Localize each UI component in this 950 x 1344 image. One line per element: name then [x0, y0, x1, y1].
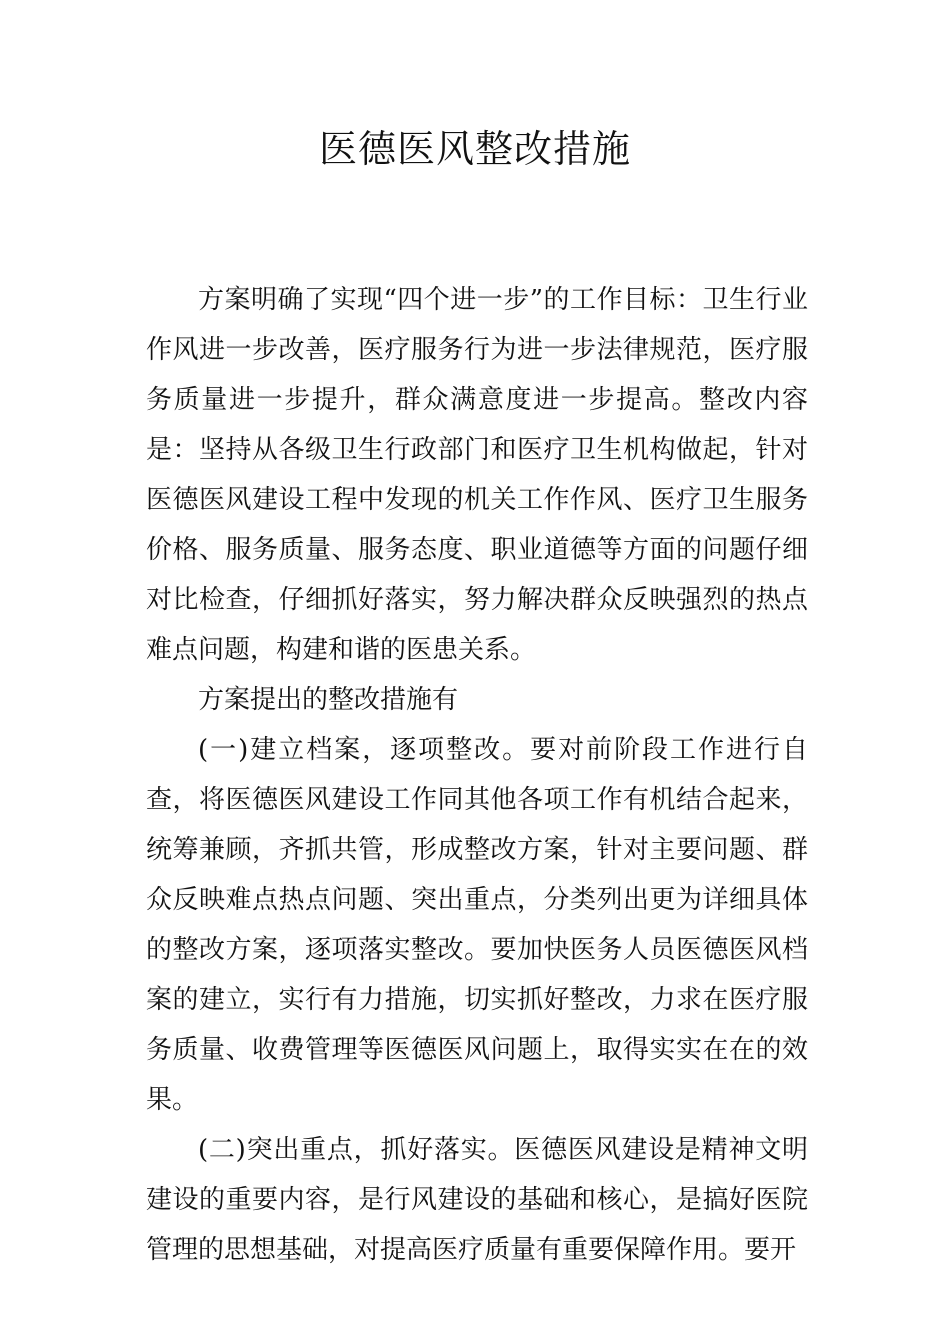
paragraph-measure-2: (二)突出重点，抓好落实。医德医风建设是精神文明建设的重要内容，是行风建设的基础和核心，是搞好医院管理的思想基础，对提高医疗质量有重要保障作用。要开	[146, 1135, 808, 1265]
paragraph-goals: 方案明确了实现“四个进一步”的工作目标：卫生行业作风进一步改善，医疗服务行为进一步法律规范，医疗服务质量进一步提升，群众满意度进一步提高。整改内容是：坚持从各级卫生行政部门和医疗卫生机构做起，针对医德医风建设工程中发现的机关工作作风、医疗卫生服务价格、服务质量、服务态度、职业道德等方面的问题仔细对比检查，仔细抓好落实，努力解决群众反映强烈的热点难点问题，构建和谐的医患关系。	[146, 285, 808, 665]
document-title: 医德医风整改措施	[318, 127, 631, 171]
document-body	[146, 275, 808, 1275]
paragraph-measure-1: (一)建立档案，逐项整改。要对前阶段工作进行自查，将医德医风建设工作同其他各项工作有机结合起来，统筹兼顾，齐抓共管，形成整改方案，针对主要问题、群众反映难点热点问题、突出重点，分类列出更为详细具体的整改方案，逐项落实整改。要加快医务人员医德医风档案的建立，实行有力措施，切实抓好整改，力求在医疗服务质量、收费管理等医德医风问题上，取得实实在在的效果。	[146, 735, 808, 1115]
paragraph-measures-intro: 方案提出的整改措施有	[198, 685, 459, 715]
